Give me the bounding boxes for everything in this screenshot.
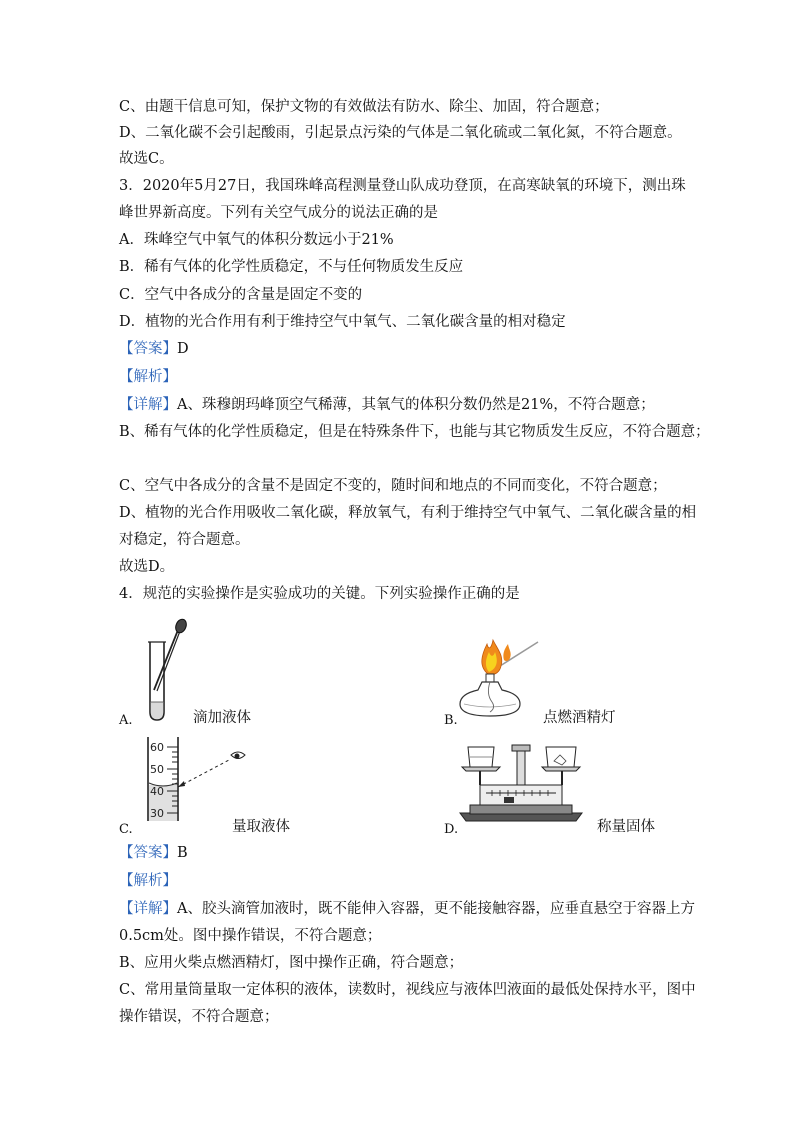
text-line: C、由题干信息可知，保护文物的有效做法有防水、除尘、加固，符合题意； — [119, 99, 609, 115]
figure-c-caption: 量取液体 — [232, 819, 290, 835]
figure-b-letter: B. — [444, 713, 458, 728]
text-line: D、二氧化碳不会引起酸雨，引起景点污染的气体是二氧化硫或二氧化氮，不符合题意。 — [119, 125, 682, 141]
analysis-line — [119, 367, 177, 387]
detail-text: A、珠穆朗玛峰顶空气稀薄，其氧气的体积分数仍然是21%，不符合题意； — [177, 397, 655, 413]
detail-line: B、稀有气体的化学性质稳定，但是在特殊条件下，也能与其它物质发生反应，不符合题意； — [119, 424, 710, 440]
cylinder-tick-label: 60 — [150, 741, 164, 754]
conclusion-line: 故选D。 — [119, 559, 175, 575]
detail-line: 对稳定，符合题意。 — [119, 532, 250, 548]
figure-b-caption: 点燃酒精灯 — [543, 710, 616, 726]
cylinder-tick-label: 40 — [150, 785, 164, 798]
detail-line: 操作错误，不符合题意； — [119, 1009, 279, 1025]
figure-a-letter: A. — [119, 713, 133, 728]
detail-line: C、常用量筒量取一定体积的液体，读数时，视线应与液体凹液面的最低处保持水平，图中 — [119, 982, 696, 998]
option-a: A．珠峰空气中氧气的体积分数远小于21% — [119, 232, 394, 248]
answer-line — [119, 339, 189, 359]
answer-value: D — [177, 341, 189, 357]
answer-value: B — [177, 845, 188, 861]
analysis-tag: 【解析】 — [119, 369, 177, 385]
detail-line — [119, 899, 695, 919]
detail-line: C、空气中各成分的含量不是固定不变的，随时间和地点的不同而变化，不符合题意； — [119, 478, 667, 494]
detail-line: D、植物的光合作用吸收二氧化碳，释放氧气，有利于维持空气中氧气、二氧化碳含量的相 — [119, 505, 697, 521]
option-d: D．植物的光合作用有利于维持空气中氧气、二氧化碳含量的相对稳定 — [119, 314, 566, 330]
analysis-tag: 【解析】 — [119, 873, 177, 889]
detail-line: B、应用火柴点燃酒精灯，图中操作正确，符合题意； — [119, 955, 464, 971]
figure-graduated-cylinder — [145, 735, 275, 823]
figure-a-caption: 滴加液体 — [193, 710, 251, 726]
figure-c-letter: C. — [119, 822, 133, 837]
answer-line — [119, 843, 188, 863]
figure-balance-scale — [456, 735, 586, 825]
detail-line — [119, 395, 655, 415]
figure-d-caption: 称量固体 — [597, 819, 655, 835]
question-4-stem: 4．规范的实验操作是实验成功的关键。下列实验操作正确的是 — [119, 586, 520, 602]
question-3-stem-cont: 峰世界新高度。下列有关空气成分的说法正确的是 — [119, 205, 438, 221]
figure-d-letter: D. — [444, 822, 459, 837]
option-c: C．空气中各成分的含量是固定不变的 — [119, 287, 363, 303]
detail-line: 0.5cm处。图中操作错误，不符合题意； — [119, 928, 382, 944]
analysis-line — [119, 871, 177, 891]
detail-tag: 【详解】 — [119, 397, 177, 413]
figure-alcohol-lamp — [460, 636, 550, 721]
text-line: 故选C。 — [119, 151, 174, 167]
answer-tag: 【答案】 — [119, 845, 177, 861]
cylinder-tick-label: 50 — [150, 763, 164, 776]
option-b: B．稀有气体的化学性质稳定，不与任何物质发生反应 — [119, 259, 464, 275]
detail-tag: 【详解】 — [119, 901, 177, 917]
question-3-stem: 3．2020年5月27日，我国珠峰高程测量登山队成功登顶，在高寒缺氧的环境下，测出珠 — [119, 178, 686, 194]
detail-text: A、胶头滴管加液时，既不能伸入容器，更不能接触容器，应垂直悬空于容器上方 — [177, 901, 695, 917]
cylinder-tick-label: 30 — [150, 807, 164, 820]
answer-tag: 【答案】 — [119, 341, 177, 357]
